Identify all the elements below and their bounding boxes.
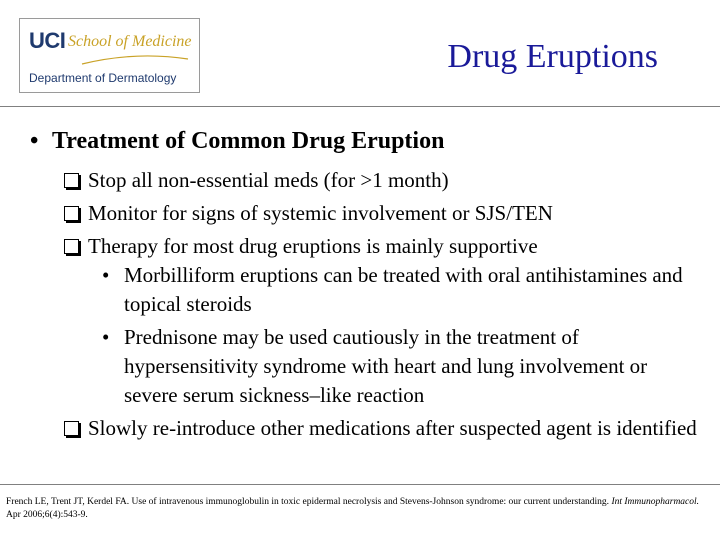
title-divider [0,106,720,107]
sub-list-item-text: Prednisone may be used cautiously in the treatment of hypersensitivity syndrome with heart and lung involvement or severe serum sickness–like reaction [124,325,648,407]
bullet-icon: • [102,263,110,287]
main-bullet-text: Treatment of Common Drug Eruption [52,128,445,154]
checkbox-bullet-icon [64,421,79,436]
list-item-text: Monitor for signs of systemic involvement or SJS/TEN [88,201,553,225]
footer-divider [0,484,720,485]
sub-list-item-text: Morbilliform eruptions can be treated with oral antihistamines and topical steroids [124,263,683,316]
list-item-text: Therapy for most drug eruptions is mainly supportive [88,234,538,258]
citation-text: French LE, Trent JT, Kerdel FA. Use of intravenous immunoglobulin in toxic epidermal necrolysis and Stevens-Johnson syndrome: our current understanding. [6,497,610,507]
sub-list-item [88,261,704,319]
bullet-icon: • [30,128,39,154]
main-bullet [30,128,444,155]
sub-list-item [88,323,704,410]
list-item [64,414,704,443]
logo-swoosh-icon [80,53,190,67]
bullet-icon: • [102,325,110,349]
uci-logo [19,18,200,93]
list-item [64,166,704,195]
checkbox-bullet-icon [64,206,79,221]
list-item-text: Slowly re-introduce other medications after suspected agent is identified [88,416,697,440]
logo-department-text: Department of Dermatology [29,71,177,85]
logo-uci-text: UCI [29,28,66,53]
checkbox-bullet-icon [64,239,79,254]
citation-journal: Int Immunopharmacol. [611,497,700,507]
list-item [64,199,704,228]
citation-details: Apr 2006;6(4):543-9. [6,510,88,520]
logo-school-text: School of Medicine [68,33,192,50]
list-item [64,232,704,410]
supportive-therapy-list [88,261,704,410]
list-item-text: Stop all non-essential meds (for >1 month) [88,168,449,192]
slide-title: Drug Eruptions [447,38,658,75]
citation [6,496,714,522]
treatment-list [64,166,704,447]
checkbox-bullet-icon [64,173,79,188]
